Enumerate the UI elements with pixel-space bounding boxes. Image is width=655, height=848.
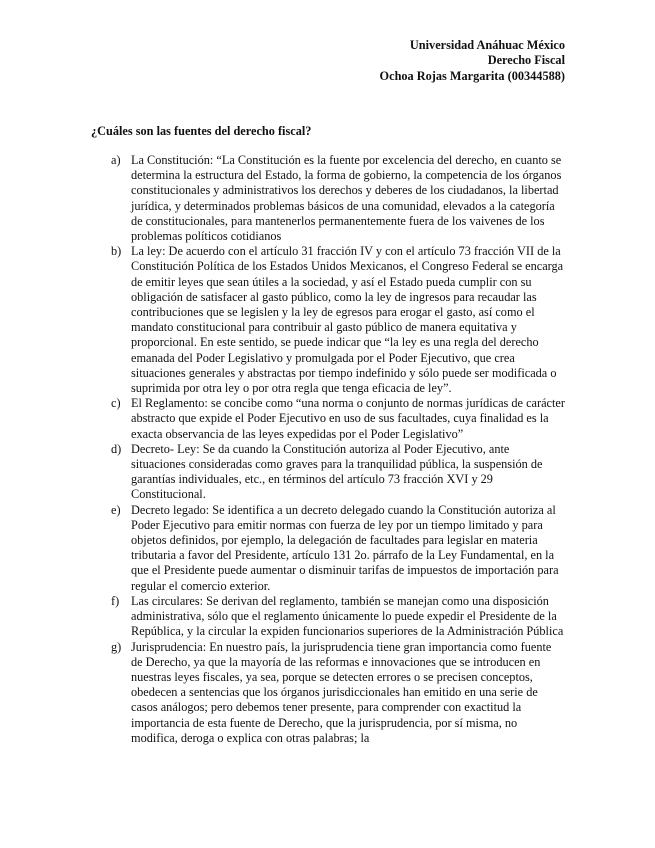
list-item-text: La Constitución: “La Constitución es la fuente por excelencia del derecho, en cuanto se determina la estructura del Estado, la forma de gobierno, la competencia de los órganos constitucionales y administrativos los derechos y deberes de los ciudadanos, la libertad jurídica, y determinados problemas básicos de una comunidad, elevados a la categoría de constitucionales, para mantenerlos permanentemente fuera de los vaivenes de los problemas políticos cotidianos — [131, 153, 562, 244]
list-item — [91, 442, 565, 503]
list-marker: g) — [111, 639, 122, 654]
list-item-text: El Reglamento: se concibe como “una norma o conjunto de normas jurídicas de carácter abstracto que expide el Poder Ejecutivo en uso de sus facultades, cuya finalidad es la exacta observancia de las leyes expedidas por el Poder Legislativo” — [131, 396, 565, 441]
list-item-text: La ley: De acuerdo con el artículo 31 fracción IV y con el artículo 73 fracción VII de la Constitución Política de los Estados Unidos Mexicanos, el Congreso Federal se encarga de emitir leyes que sean útiles a la sociedad, y así el Estado pueda cumplir con su obligación de satisfacer al gasto público, como la ley de ingresos para recaudar las contribuciones que se legislen y la ley de egresos para erogar el gasto, así como el mandato constitucional para contribuir al gasto público de manera equitativa y proporcional. En este sentido, se puede indicar que “la ley es una regla del derecho emanada del Poder Legislativo y promulgada por el Poder Ejecutivo, que crea situaciones generales y abstractas por tiempo indefinido y sólo puede ser modificada o suprimida por otra ley o por otra regla que tenga eficacia de ley”. — [131, 244, 564, 396]
list-marker: b) — [111, 244, 122, 259]
list-item-text: Decreto legado: Se identifica a un decreto delegado cuando la Constitución autoriza al Poder Ejecutivo para emitir normas con fuerza de ley por un tiempo limitado y para objetos definidos, por ejemplo, la delegación de facultades para legislar en materia tributaria a favor del Presidente, artículo 131 2o. párrafo de la Ley Fundamental, en la que el Presidente puede aumentar o disminuir tarifas de impuestos de importación para regular el comercio exterior. — [131, 502, 559, 593]
list-item-text: Decreto- Ley: Se da cuando la Constitución autoriza al Poder Ejecutivo, ante situaciones consideradas como graves para la tranquilidad pública, la suspensión de garantías individuales, etc., en términos del artículo 73 fracción XVI y 29 Constitucional. — [131, 441, 543, 502]
list-item — [91, 244, 565, 396]
list-marker: c) — [111, 396, 121, 411]
list-item — [91, 396, 565, 442]
header-student: Ochoa Rojas Margarita (00344588) — [379, 68, 565, 83]
list-item-text: Jurisprudencia: En nuestro país, la jurisprudencia tiene gran importancia como fuente de Derecho, ya que la mayoría de las reformas e innovaciones que se introducen en nuestras leyes fiscales, ya sea, porque se detecten errores o se precisen conceptos, obedecen a sentencias que los órganos jurisdiccionales han emitido en una serie de casos análogos; pero debemos tener presente, para comprender con exactitud la importancia de esta fuente de Derecho, que la jurisprudencia, por sí misma, no modifica, deroga o explica con otras palabras; la — [131, 639, 552, 745]
list-item — [91, 640, 565, 746]
question-heading: ¿Cuáles son las fuentes del derecho fiscal? — [91, 124, 312, 138]
header-course: Derecho Fiscal — [487, 53, 565, 68]
list-marker: a) — [111, 153, 121, 167]
header-university: Universidad Anáhuac México — [409, 38, 565, 52]
list-item — [91, 594, 565, 640]
list-item — [91, 153, 565, 244]
list-item — [91, 503, 565, 594]
document-header — [380, 38, 565, 84]
list-marker: f) — [111, 593, 120, 608]
sources-list — [91, 153, 565, 746]
list-marker: e) — [111, 502, 121, 517]
list-marker: d) — [111, 441, 122, 456]
list-item-text: Las circulares: Se derivan del reglamento, también se manejan como una disposición administrativa, sólo que el reglamento únicamente lo puede expedir el Presidente de la República, y la circular la expiden funcionarios superiores de la Administración Pública — [131, 593, 564, 639]
